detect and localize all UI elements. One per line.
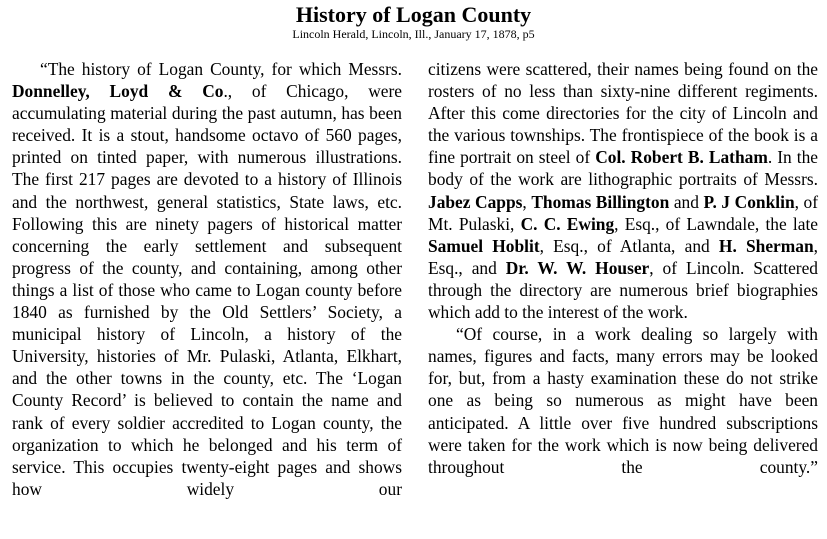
text-run: “The history of Logan County, for which Messrs. — [40, 59, 402, 79]
name-jabez-capps: Jabez Capps — [428, 191, 523, 212]
name-h-sherman: H. Sherman — [718, 235, 814, 256]
text-run: , Esq., of Atlanta, and — [539, 235, 719, 256]
text-run: citizens were scattered, their names being found on the rosters of no less than sixty-nine different regiments. After this come directories for the city of Lincoln and the various townships. The frontispiece of the book is a fine portrait on steel of — [428, 59, 818, 168]
text-run: , Esq., of Lawndale, the late — [614, 213, 818, 234]
name-robert-latham: Col. Robert B. Latham — [595, 147, 768, 168]
article-paragraph-2: “Of course, in a work dealing so largely with names, figures and facts, many errors may be looked for, but, from a hasty examination these do not strike one as being so numerous as might have been anticipated. A little over five hundred subscriptions were taken for the work which is now being delivered throughout the county.” — [428, 324, 818, 477]
name-thomas-billington: Thomas Billington — [531, 191, 670, 212]
article-paragraph-1-part-1 — [12, 58, 402, 500]
text-run: , of Lincoln. Scattered through the directory are numerous brief biographies which add to the interest of the work. — [428, 257, 819, 323]
source-citation: Lincoln Herald, Lincoln, Ill., January 17, 1878, p5 — [292, 27, 535, 41]
name-donnelley-loyd: Donnelley, Loyd & Co — [12, 81, 224, 102]
text-run: , — [522, 191, 532, 212]
page-title: History of Logan County — [295, 2, 532, 27]
text-run: ., of Chicago, were accumulating material during the past autumn, has been received. It is a stout, handsome octavo of 560 pages, printed on tinted paper, with numerous illustrations. The first 217 pages are devoted to a history of Illinois and the northwest, general statistics, State laws, etc. Following this are ninety pagers of historical matter concerning the early settlement and subsequent progress of the county, and containing, among other things a list of those who came to Logan county before 1840 as furnished by the Old Settlers’ Society, a municipal history of Lincoln, a history of the University, histories of Mr. Pulaski, Atlanta, Elkhart, and the other towns in the county, etc. The ‘Logan County Record’ is believed to contain the name and rank of every soldier accredited to Logan county, the organization to which he belonged and his term of service. This occupies twenty-eight pages and shows how widely our — [12, 81, 402, 499]
text-run: and — [669, 191, 704, 212]
article-paragraph-1-part-2 — [428, 58, 818, 323]
article-column-left — [12, 58, 402, 500]
text-run: . In the body of the work are lithographic portraits of Messrs. — [428, 147, 818, 190]
text-run: , of Mt. Pulaski, — [428, 191, 819, 234]
name-cc-ewing: C. C. Ewing — [520, 213, 615, 234]
name-pj-conklin: P. J Conklin — [703, 191, 795, 212]
text-run: , Esq., and — [428, 235, 818, 278]
name-samuel-hoblit: Samuel Hoblit — [428, 235, 540, 256]
name-ww-houser: Dr. W. W. Houser — [505, 257, 650, 278]
article-column-right — [428, 58, 818, 478]
